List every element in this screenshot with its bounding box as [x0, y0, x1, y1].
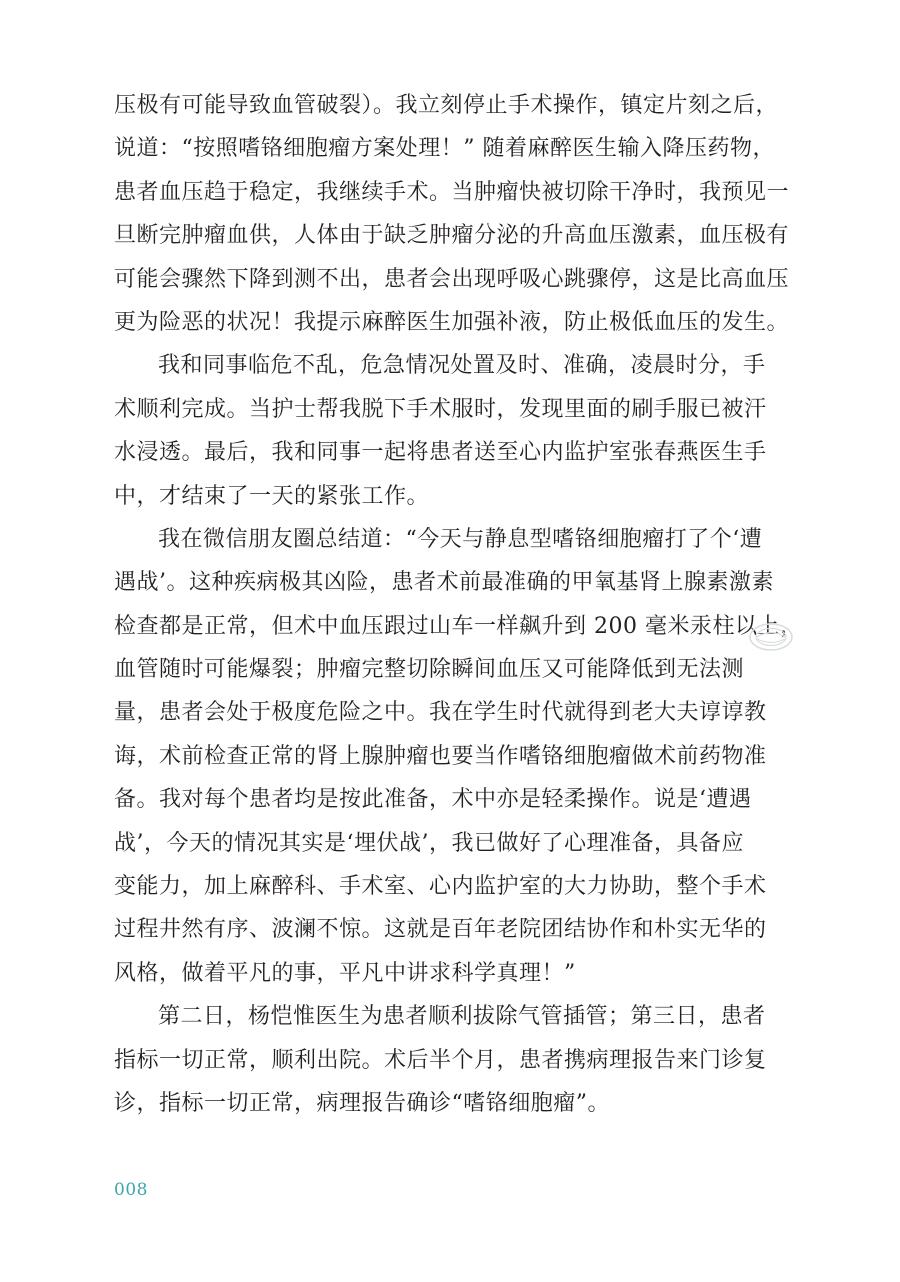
text-line: 遇战’。这种疾病极其凶险，患者术前最准确的甲氧基肾上腺素激素 [114, 570, 774, 596]
body-text [114, 84, 803, 1125]
text-line: 战’，今天的情况其实是‘埋伏战’，我已做好了心理准备，具备应 [114, 830, 744, 856]
text-line: 更为险恶的状况！我提示麻醉医生加强补液，防止极低血压的发生。 [114, 309, 790, 335]
text-line: 说道：“按照嗜铬细胞瘤方案处理！” 随着麻醉医生输入降压药物， [114, 136, 775, 162]
text-line: 量，患者会处于极度危险之中。我在学生时代就得到老大夫谆谆教 [114, 700, 767, 726]
text-line: 风格，做着平凡的事，平凡中讲求科学真理！” [114, 960, 576, 986]
paragraph [114, 344, 767, 518]
paragraph [114, 518, 803, 995]
text-line: 诲，术前检查正常的肾上腺肿瘤也要当作嗜铬细胞瘤做术前药物准 [114, 743, 767, 769]
text-line: 压极有可能导致血管破裂）。我立刻停止手术操作，镇定片刻之后， [114, 93, 779, 118]
text-line: 指标一切正常，顺利出院。术后半个月，患者携病理报告来门诊复 [114, 1047, 767, 1073]
paragraph [114, 84, 790, 344]
paragraph [114, 995, 767, 1125]
page-number: 008 [114, 1180, 148, 1200]
text-line: 备。我对每个患者均是按此准备，术中亦是轻柔操作。说是‘遭遇 [114, 787, 752, 813]
text-line: 患者血压趋于稳定，我继续手术。当肿瘤快被切除干净时，我预见一 [114, 179, 790, 205]
margin-emblem-icon [748, 622, 794, 652]
text-line: 术顺利完成。当护士帮我脱下手术服时，发现里面的刷手服已被汗 [114, 396, 767, 422]
text-line: 中，才结束了一天的紧张工作。 [114, 483, 430, 509]
text-line: 我在微信朋友圈总结道：“今天与静息型嗜铬细胞瘤打了个‘遭 [158, 526, 763, 552]
text-line: 第二日，杨恺惟医生为患者顺利拔除气管插管；第三日，患者 [158, 1004, 766, 1030]
text-line: 诊，指标一切正常，病理报告确诊“嗜铬细胞瘤”。 [114, 1090, 610, 1116]
text-line: 可能会骤然下降到测不出，患者会出现呼吸心跳骤停，这是比高血压 [114, 266, 790, 292]
text-line: 血管随时可能爆裂；肿瘤完整切除瞬间血压又可能降低到无法测 [114, 657, 745, 683]
text-line: 水浸透。最后，我和同事一起将患者送至心内监护室张春燕医生手 [114, 440, 767, 466]
text-line: 变能力，加上麻醉科、手术室、心内监护室的大力协助，整个手术 [114, 874, 767, 900]
text-line: 我和同事临危不乱，危急情况处置及时、准确，凌晨时分，手 [158, 353, 766, 379]
text-line: 过程井然有序、波澜不惊。这就是百年老院团结协作和朴实无华的 [114, 917, 767, 943]
text-line: 旦断完肿瘤血供，人体由于缺乏肿瘤分泌的升高血压激素，血压极有 [114, 223, 790, 249]
text-line: 检查都是正常，但术中血压跟过山车一样飙升到 200 毫米汞柱以上， [114, 613, 803, 639]
